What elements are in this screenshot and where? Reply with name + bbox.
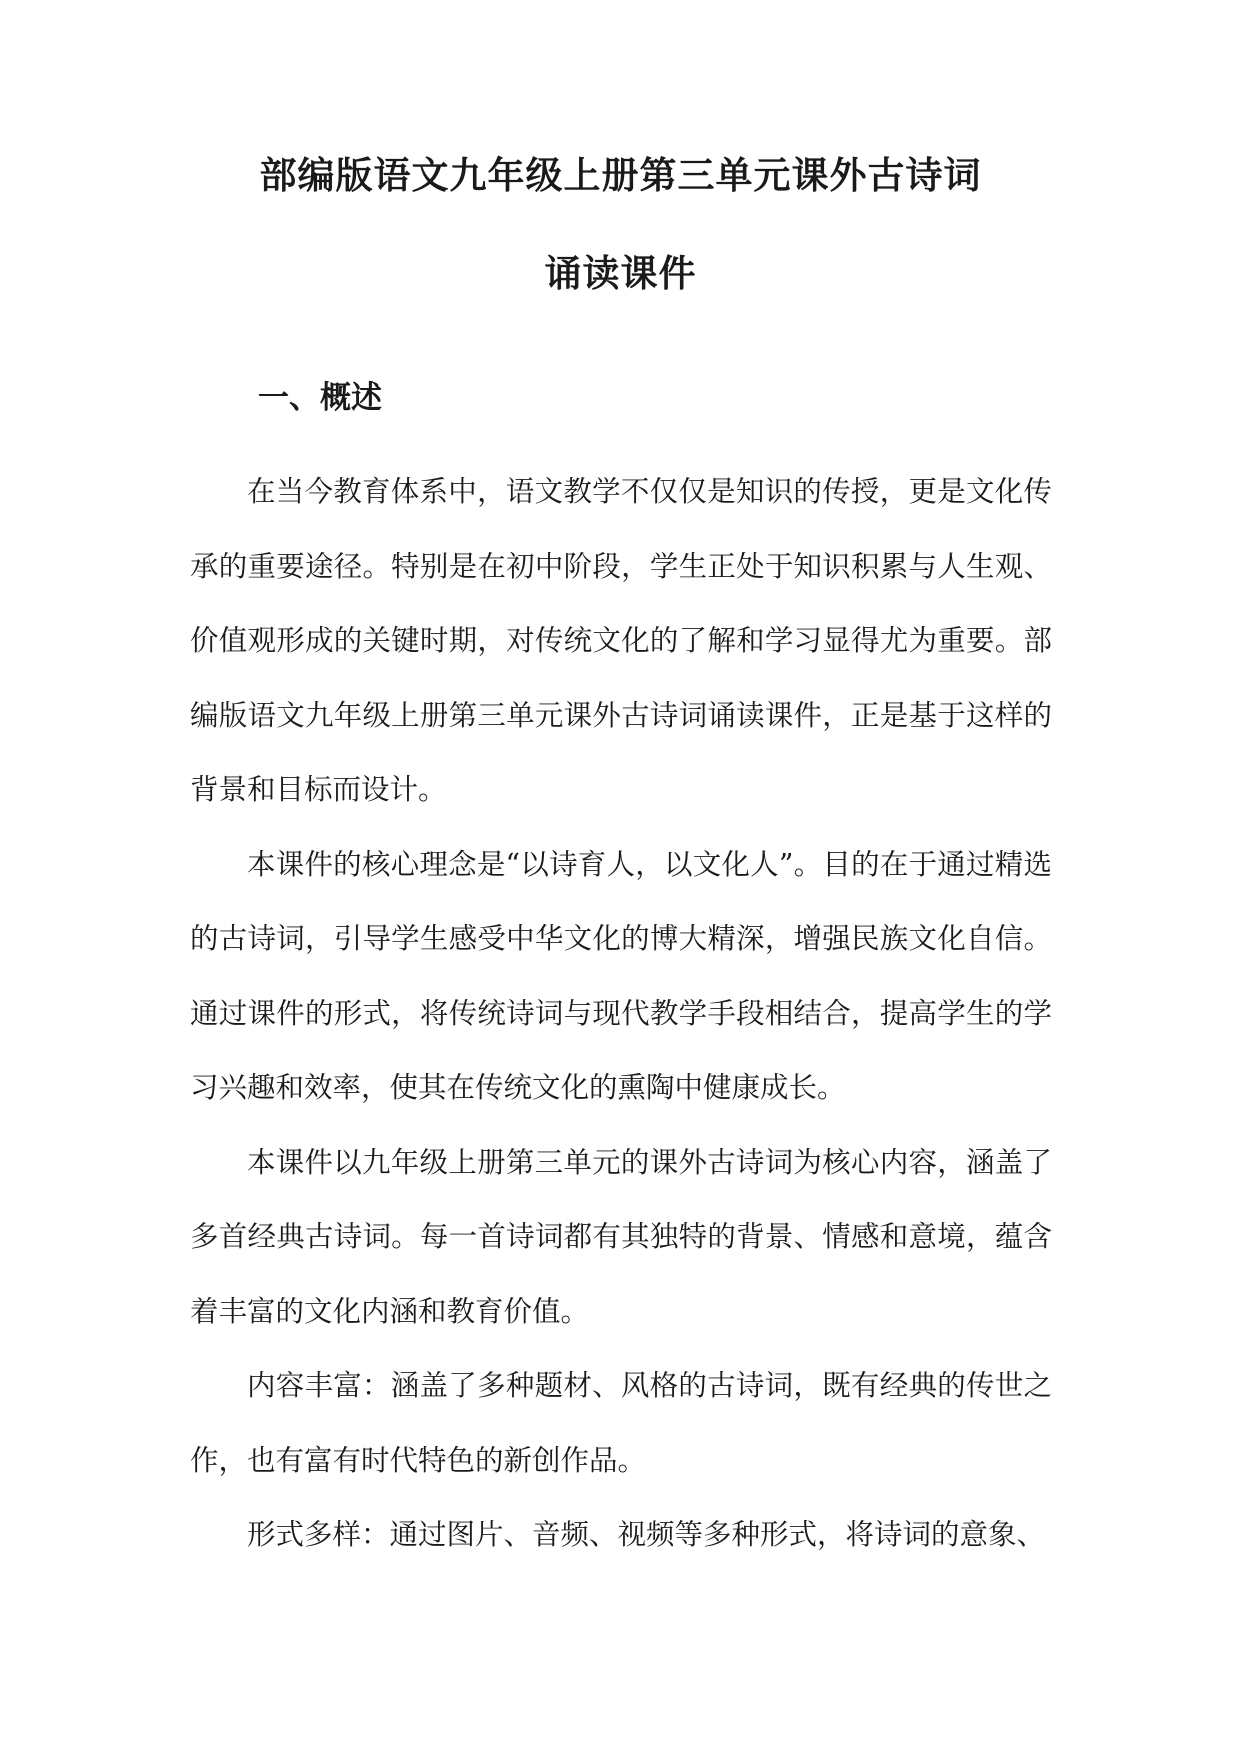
paragraph-content-scope: 本课件以九年级上册第三单元的课外古诗词为核心内容，涵盖了多首经典古诗词。每一首诗词都有其独特的背景、情感和意境，蕴含着丰富的文化内涵和教育价值。: [190, 1145, 1052, 1328]
document-title-line-1: 部编版语文九年级上册第三单元课外古诗词: [259, 154, 982, 197]
body-text: [190, 455, 1052, 1573]
paragraph-rich-content: 内容丰富：涵盖了多种题材、风格的古诗词，既有经典的传世之作，也有富有时代特色的新创作品。: [190, 1369, 1052, 1477]
paragraph-intro: 在当今教育体系中，语文教学不仅仅是知识的传授，更是文化传承的重要途径。特别是在初中阶段，学生正处于知识积累与人生观、价值观形成的关键时期，对传统文化的了解和学习显得尤为重要。部编版语文九年级上册第三单元课外古诗词诵读课件，正是基于这样的背景和目标而设计。: [190, 475, 1052, 806]
paragraph-diverse-forms: 形式多样：通过图片、音频、视频等多种形式，将诗词的意象、: [247, 1518, 1046, 1551]
section-heading-overview: 一、概述: [258, 380, 382, 416]
document-title-line-2: 诵读课件: [544, 252, 697, 295]
paragraph-core-concept: 本课件的核心理念是“以诗育人，以文化人”。目的在于通过精选的古诗词，引导学生感受中华文化的博大精深，增强民族文化自信。通过课件的形式，将传统诗词与现代教学手段相结合，提高学生的学习兴趣和效率，使其在传统文化的熏陶中健康成长。: [190, 847, 1052, 1104]
